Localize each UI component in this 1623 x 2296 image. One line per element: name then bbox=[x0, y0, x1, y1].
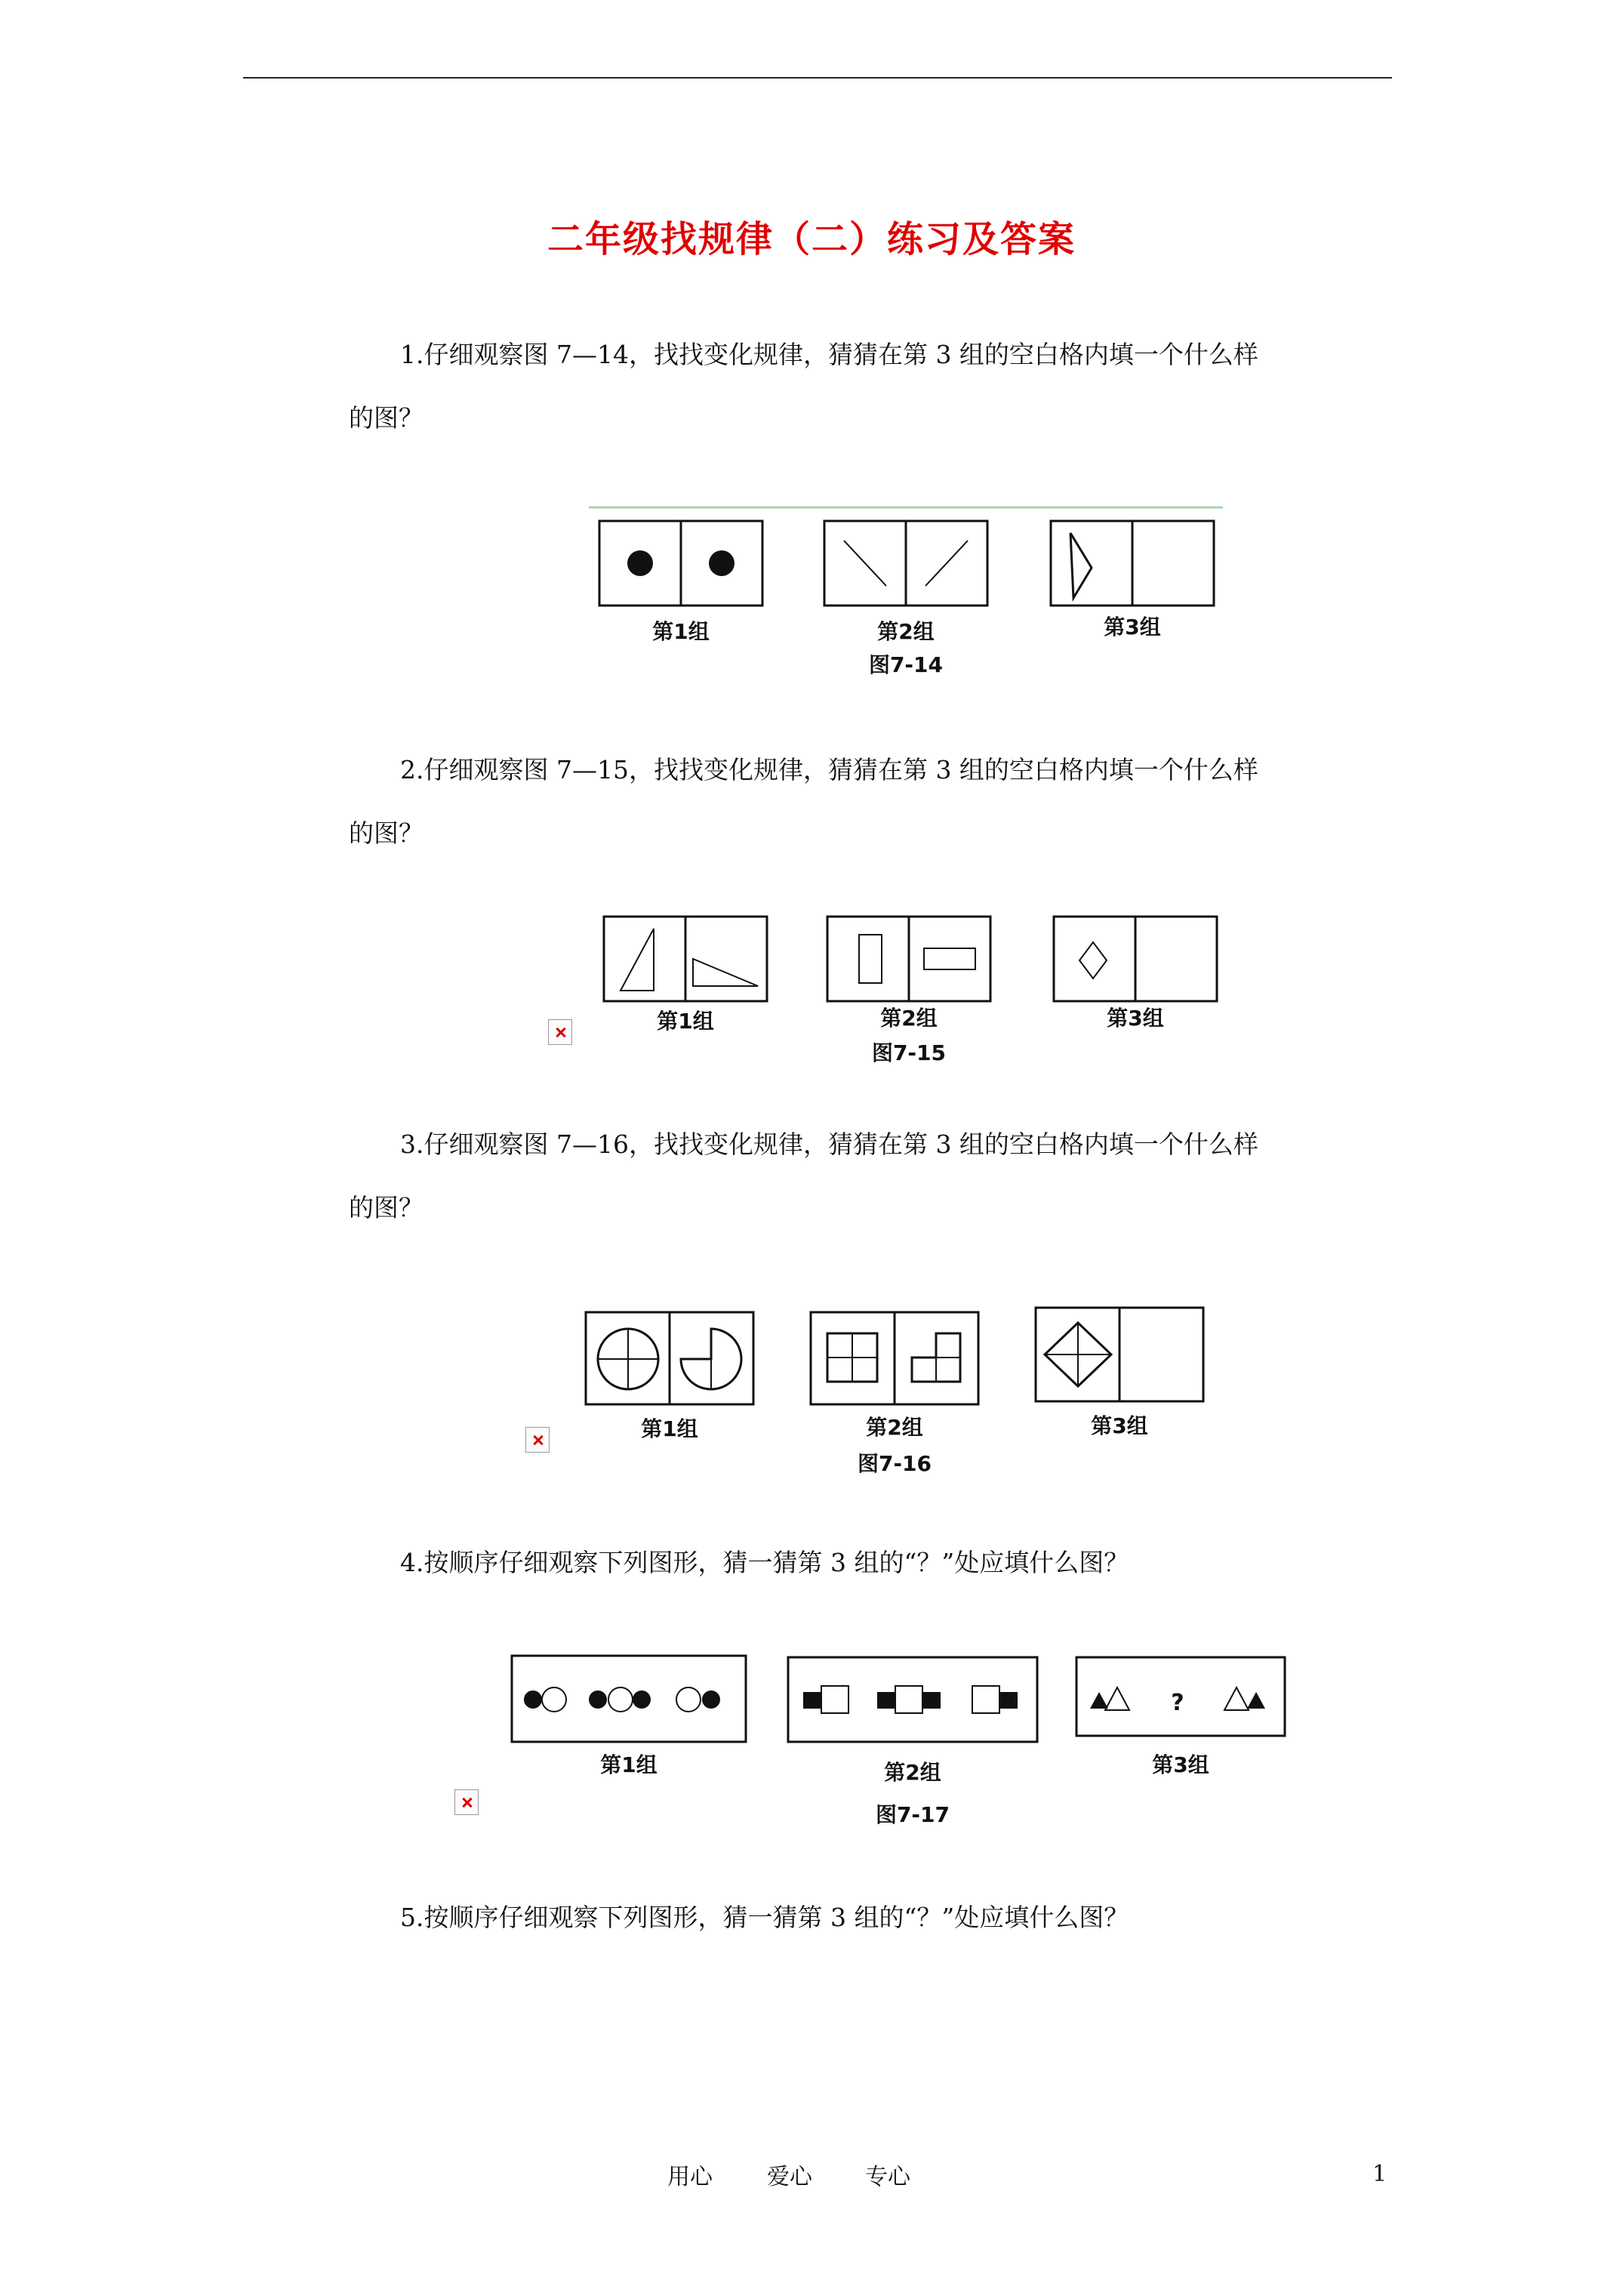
page-number: 1 bbox=[1372, 2161, 1387, 2187]
figure-7-15-label-1: 第1组 bbox=[657, 1009, 714, 1034]
header-rule bbox=[243, 77, 1392, 79]
question-1-line2: 的图？ bbox=[349, 403, 423, 433]
footer-item-2: 爱心 bbox=[767, 2164, 812, 2190]
question-2-line1: 2.仔细观察图 7—15，找找变化规律，猜猜在第 3 组的空白格内填一个什么样 bbox=[400, 755, 1258, 784]
footer-item-3: 专心 bbox=[865, 2164, 910, 2190]
figure-7-17 bbox=[506, 1650, 1291, 1831]
broken-image-icon bbox=[454, 1789, 479, 1815]
figure-7-15-label-2: 第2组 bbox=[880, 1006, 938, 1031]
figure-7-16-caption: 图7-16 bbox=[857, 1451, 932, 1476]
question-1-line1: 1.仔细观察图 7—14，找找变化规律，猜猜在第 3 组的空白格内填一个什么样 bbox=[400, 340, 1258, 369]
figure-7-14-label-3: 第3组 bbox=[1104, 615, 1161, 639]
question-mark: ? bbox=[1171, 1690, 1184, 1716]
footer-item-1: 用心 bbox=[667, 2164, 713, 2190]
question-3-line1: 3.仔细观察图 7—16，找找变化规律，猜猜在第 3 组的空白格内填一个什么样 bbox=[400, 1130, 1258, 1159]
broken-image-icon bbox=[525, 1427, 550, 1453]
question-3-line2: 的图？ bbox=[349, 1193, 423, 1222]
figure-7-16-label-3: 第3组 bbox=[1091, 1413, 1148, 1438]
broken-image-icon bbox=[548, 1019, 572, 1045]
question-5-line1: 5.按顺序仔细观察下列图形，猜一猜第 3 组的“？”处应填什么图？ bbox=[400, 1903, 1129, 1932]
figure-7-14 bbox=[581, 498, 1230, 687]
page-title: 二年级找规律（二）练习及答案 bbox=[547, 218, 1076, 260]
figure-7-16-label-2: 第2组 bbox=[866, 1415, 923, 1440]
figure-7-15 bbox=[596, 906, 1230, 1072]
figure-7-17-label-2: 第2组 bbox=[884, 1760, 941, 1785]
figure-7-15-label-3: 第3组 bbox=[1107, 1006, 1164, 1031]
figure-7-17-label-1: 第1组 bbox=[600, 1752, 658, 1777]
figure-7-15-caption: 图7-15 bbox=[871, 1040, 947, 1065]
figure-7-16-label-1: 第1组 bbox=[641, 1416, 698, 1441]
question-4-line1: 4.按顺序仔细观察下列图形，猜一猜第 3 组的“？”处应填什么图？ bbox=[400, 1548, 1129, 1577]
question-2-line2: 的图？ bbox=[349, 818, 423, 848]
figure-7-17-label-3: 第3组 bbox=[1152, 1752, 1209, 1777]
figure-7-14-caption: 图7-14 bbox=[868, 652, 944, 677]
figure-7-17-caption: 图7-17 bbox=[875, 1802, 950, 1827]
figure-7-16 bbox=[578, 1299, 1220, 1480]
figure-7-14-label-2: 第2组 bbox=[877, 619, 935, 644]
figure-7-14-label-1: 第1组 bbox=[652, 619, 710, 644]
